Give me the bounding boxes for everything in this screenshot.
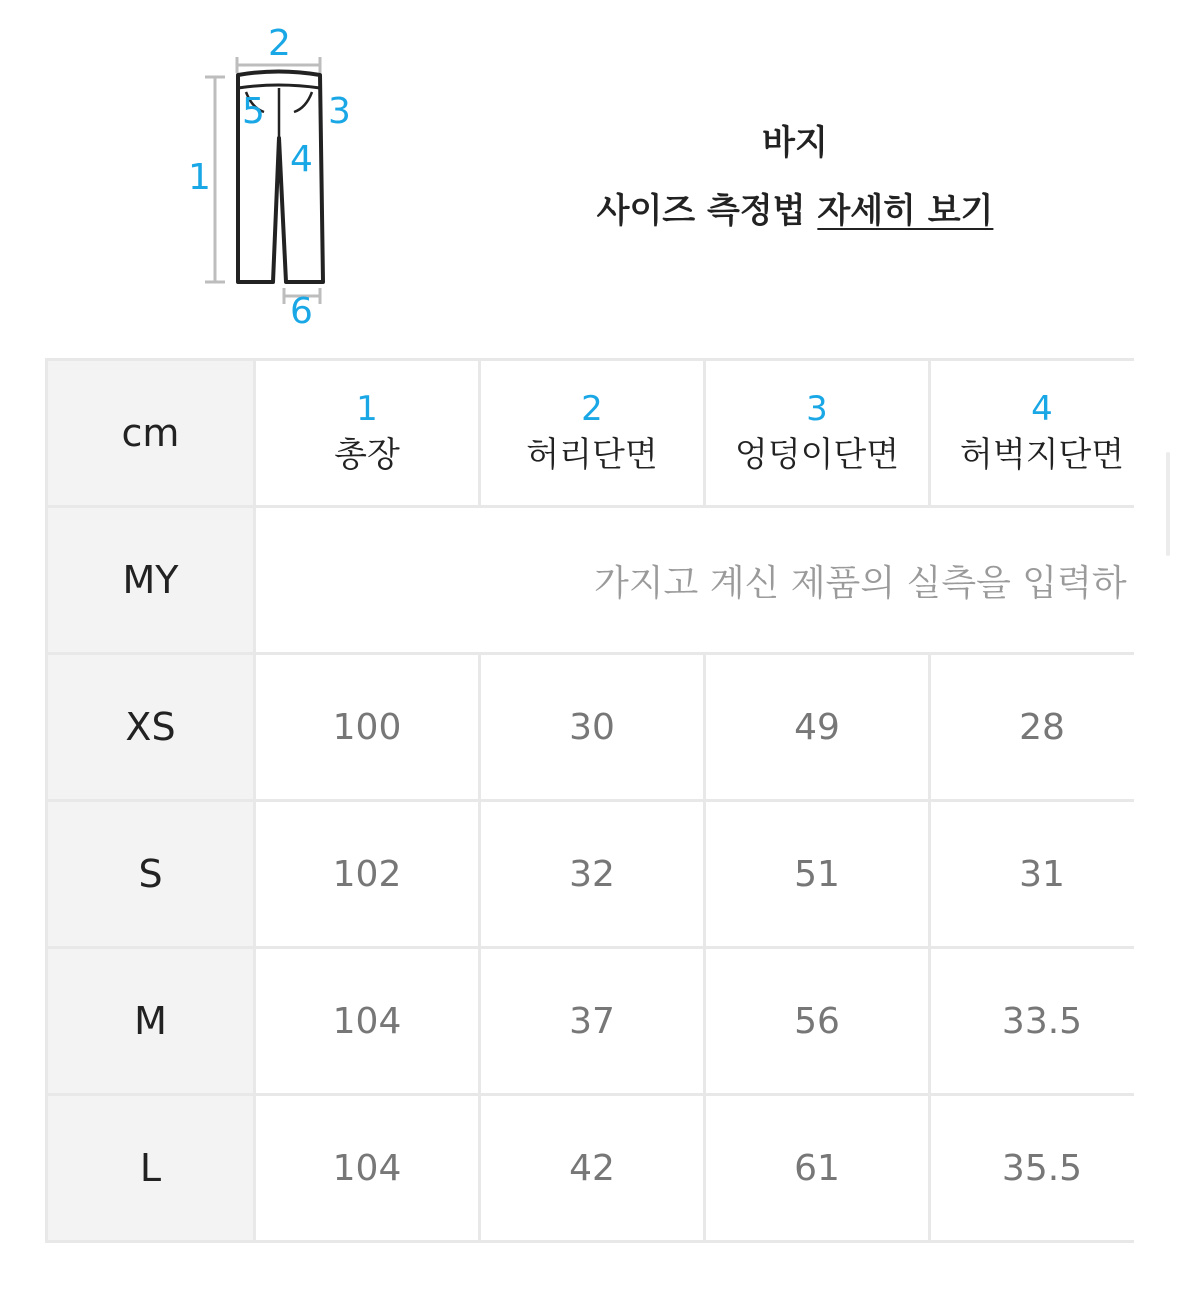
table-cell: 30 [480,654,705,801]
column-header-hip [705,360,930,507]
diagram-label-total-length: 1 [188,157,211,198]
table-cell: 102 [255,801,480,948]
unit-cell: cm [47,360,255,507]
size-table-container[interactable] [45,358,1134,1260]
table-row [47,801,1135,948]
table-row [47,948,1135,1095]
diagram-label-rise: 5 [242,91,265,132]
diagram-label-waist: 2 [268,23,291,64]
row-header-my: MY [47,507,255,654]
column-label: 엉덩이단면 [734,435,900,475]
view-details-link[interactable]: 자세히 보기 [817,191,994,231]
column-label: 허리단면 [526,435,658,475]
column-number: 4 [1031,389,1053,429]
table-cell: 104 [255,948,480,1095]
column-header-waist [480,360,705,507]
column-number: 2 [581,389,603,429]
table-cell: 37 [480,948,705,1095]
column-label: 허벅지단면 [959,435,1125,475]
table-cell: 31 [930,801,1135,948]
my-size-row [47,507,1135,654]
size-guide-header [0,0,1179,340]
table-row [47,1095,1135,1242]
row-header-size: L [47,1095,255,1242]
column-label: 총장 [334,435,400,475]
category-title: 바지 [762,123,828,163]
row-header-size: XS [47,654,255,801]
table-header-row [47,360,1135,507]
horizontal-scroll-indicator[interactable] [1166,452,1170,556]
size-guide-title [560,118,1030,236]
diagram-label-hem: 6 [290,291,313,332]
column-number: 3 [806,389,828,429]
diagram-label-hip: 3 [328,91,351,132]
table-cell: 33.5 [930,948,1135,1095]
table-cell: 35.5 [930,1095,1135,1242]
diagram-label-thigh: 4 [290,139,313,180]
column-number: 1 [356,389,378,429]
column-header-total-length [255,360,480,507]
size-table [45,358,1134,1243]
table-row [47,654,1135,801]
table-cell: 100 [255,654,480,801]
my-size-input[interactable]: 가지고 계신 제품의 실측을 입력하 [255,507,1135,654]
table-cell: 42 [480,1095,705,1242]
table-cell: 104 [255,1095,480,1242]
column-header-thigh [930,360,1135,507]
table-cell: 51 [705,801,930,948]
table-cell: 28 [930,654,1135,801]
row-header-size: S [47,801,255,948]
pants-measurement-diagram [180,20,360,340]
measurement-guide-text: 사이즈 측정법 [596,191,806,231]
row-header-size: M [47,948,255,1095]
table-cell: 56 [705,948,930,1095]
table-cell: 32 [480,801,705,948]
table-cell: 49 [705,654,930,801]
table-cell: 61 [705,1095,930,1242]
measurement-guide-line [560,186,1030,236]
